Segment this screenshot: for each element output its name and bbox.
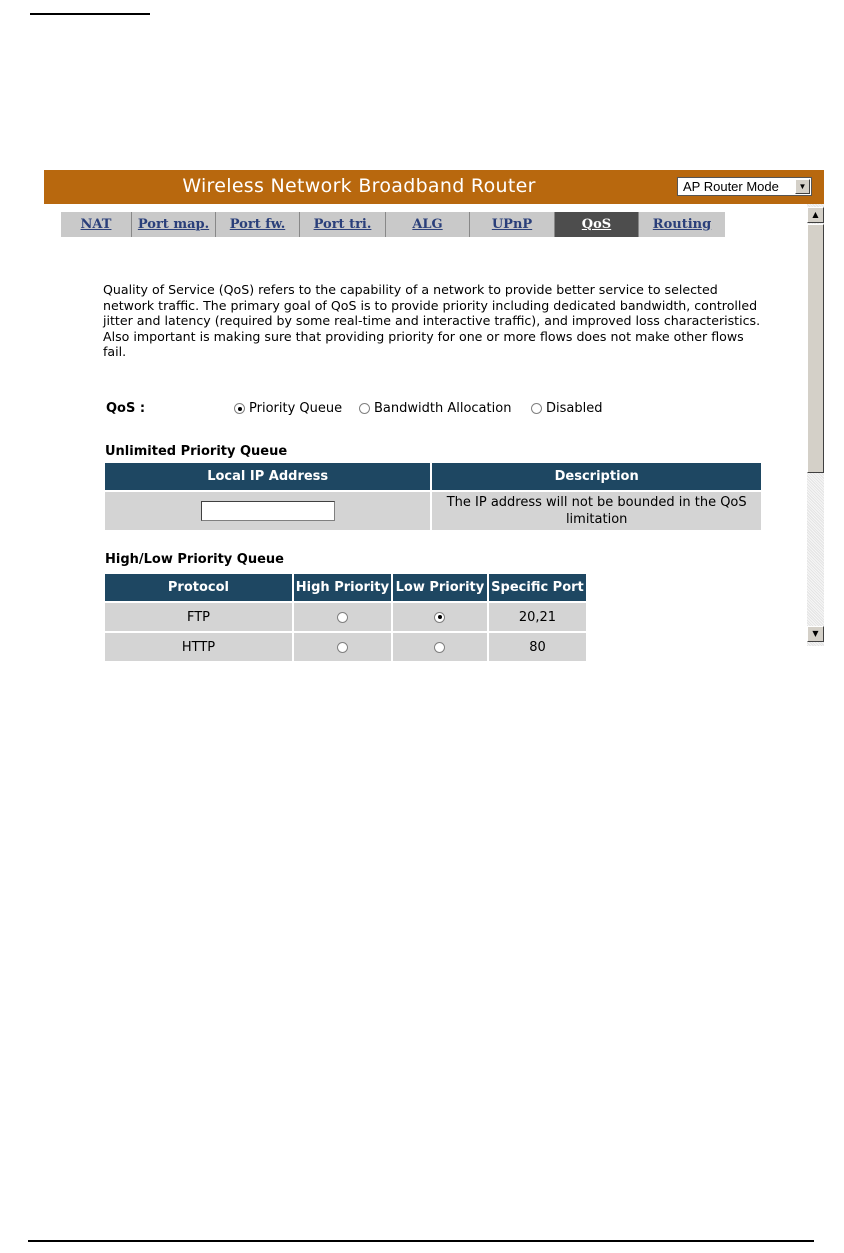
qos-option-priority-queue[interactable]: Priority Queue xyxy=(234,401,342,416)
tab-nat[interactable]: NAT xyxy=(61,212,132,237)
col-low-priority: Low Priority xyxy=(392,573,488,602)
low-priority-cell xyxy=(392,602,488,632)
chevron-down-icon[interactable]: ▼ xyxy=(795,179,810,194)
tab-routing[interactable]: Routing xyxy=(639,212,725,237)
radio-ftp-high[interactable] xyxy=(337,612,348,623)
highlow-queue-title: High/Low Priority Queue xyxy=(105,552,284,567)
unlimited-queue-table xyxy=(103,461,763,532)
router-window xyxy=(44,170,824,655)
qos-option-bandwidth-allocation[interactable]: Bandwidth Allocation xyxy=(359,401,511,416)
table-row xyxy=(104,602,587,632)
radio-priority-queue[interactable] xyxy=(234,403,245,414)
vertical-scrollbar[interactable] xyxy=(807,204,824,646)
col-high-priority: High Priority xyxy=(293,573,392,602)
bottom-rule xyxy=(28,1240,814,1242)
tab-port-map[interactable]: Port map. xyxy=(132,212,216,237)
scroll-thumb[interactable] xyxy=(807,224,824,473)
tab-bar xyxy=(61,212,725,237)
mode-select[interactable] xyxy=(677,177,812,196)
window-title: Wireless Network Broadband Router xyxy=(182,175,536,197)
qos-mode-row xyxy=(106,401,666,419)
col-specific-port: Specific Port xyxy=(488,573,587,602)
unlimited-queue-title: Unlimited Priority Queue xyxy=(105,444,288,459)
port-cell: 20,21 xyxy=(488,602,587,632)
port-cell: 80 xyxy=(488,632,587,662)
qos-option-disabled[interactable]: Disabled xyxy=(531,401,602,416)
col-protocol: Protocol xyxy=(104,573,293,602)
col-local-ip: Local IP Address xyxy=(104,462,431,491)
protocol-cell: HTTP xyxy=(104,632,293,662)
radio-ftp-low[interactable] xyxy=(434,612,445,623)
mode-select-value: AP Router Mode xyxy=(683,179,779,194)
qos-label: QoS : xyxy=(106,401,146,416)
ip-cell xyxy=(104,491,431,531)
tab-port-fw[interactable]: Port fw. xyxy=(216,212,300,237)
tab-upnp[interactable]: UPnP xyxy=(470,212,555,237)
tab-qos[interactable]: QoS xyxy=(555,212,639,237)
tab-alg[interactable]: ALG xyxy=(386,212,470,237)
qos-description: Quality of Service (QoS) refers to the capability of a network to provide better service to selected network traffic. The primary goal of QoS is to provide priority including dedicated bandwidth, controlled jitter and latency (required by some real-time and interactive traffic), and improved loss characteristics. Also important is making sure that providing priority for one or more flows does not make other flows fail. xyxy=(103,282,761,359)
protocol-cell: FTP xyxy=(104,602,293,632)
high-priority-cell xyxy=(293,632,392,662)
low-priority-cell xyxy=(392,632,488,662)
radio-http-high[interactable] xyxy=(337,642,348,653)
description-cell: The IP address will not be bounded in the QoS limitation xyxy=(431,491,762,531)
radio-bandwidth-allocation[interactable] xyxy=(359,403,370,414)
high-priority-cell xyxy=(293,602,392,632)
highlow-queue-table xyxy=(103,572,588,663)
radio-http-low[interactable] xyxy=(434,642,445,653)
local-ip-input[interactable] xyxy=(201,501,335,521)
scroll-down-icon[interactable]: ▼ xyxy=(807,626,824,642)
radio-disabled[interactable] xyxy=(531,403,542,414)
scroll-up-icon[interactable]: ▲ xyxy=(807,207,824,223)
table-row xyxy=(104,632,587,662)
titlebar xyxy=(44,170,824,204)
top-rule xyxy=(30,13,150,15)
col-description: Description xyxy=(431,462,762,491)
tab-port-tri[interactable]: Port tri. xyxy=(300,212,386,237)
